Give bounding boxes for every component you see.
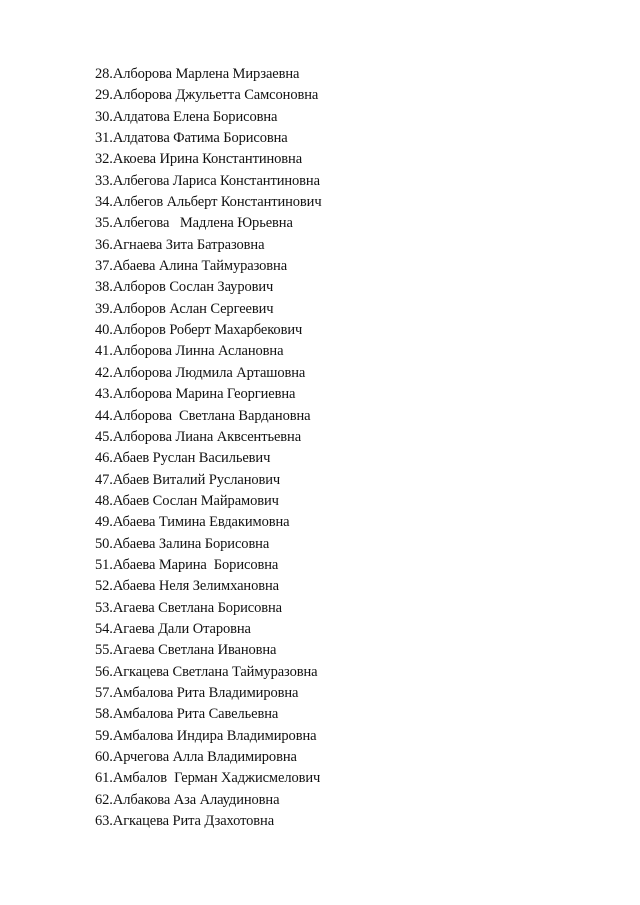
list-item: 31.Алдатова Фатима Борисовна bbox=[95, 130, 288, 147]
list-item: 43.Алборова Марина Георгиевна bbox=[95, 386, 296, 403]
list-item: 34.Албегов Альберт Константинович bbox=[95, 194, 322, 211]
list-item: 55.Агаева Светлана Ивановна bbox=[95, 642, 277, 659]
list-item: 48.Абаев Сослан Майрамович bbox=[95, 492, 279, 509]
list-item: 61.Амбалов Герман Хаджисмелович bbox=[95, 770, 321, 787]
list-item: 63.Агкацева Рита Дзахотовна bbox=[95, 813, 275, 830]
list-item: 38.Алборов Сослан Заурович bbox=[95, 279, 274, 296]
list-item: 58.Амбалова Рита Савельевна bbox=[95, 706, 279, 723]
list-item: 32.Акоева Ирина Константиновна bbox=[95, 151, 303, 168]
list-item: 60.Арчегова Алла Владимировна bbox=[95, 749, 297, 765]
list-item: 42.Алборова Людмила Арташовна bbox=[95, 364, 306, 381]
name-list bbox=[95, 64, 322, 832]
list-item: 54.Агаева Дали Отаровна bbox=[95, 620, 251, 637]
list-item: 33.Албегова Лариса Константиновна bbox=[95, 172, 320, 189]
list-item: 41.Алборова Линна Аслановна bbox=[95, 343, 284, 360]
list-item: 35.Албегова Мадлена Юрьевна bbox=[95, 215, 293, 232]
list-item: 57.Амбалова Рита Владимировна bbox=[95, 684, 299, 701]
list-item: 52.Абаева Неля Зелимхановна bbox=[95, 578, 279, 595]
list-item: 39.Алборов Аслан Сергеевич bbox=[95, 300, 274, 317]
list-item: 36.Агнаева Зита Батразовна bbox=[95, 236, 265, 253]
list-item: 53.Агаева Светлана Борисовна bbox=[95, 599, 282, 616]
list-item: 51.Абаева Марина Борисовна bbox=[95, 556, 279, 573]
list-item: 50.Абаева Залина Борисовна bbox=[95, 535, 270, 552]
list-item: 29.Алборова Джульетта Самсоновна bbox=[95, 87, 319, 104]
list-item: 46.Абаев Руслан Васильевич bbox=[95, 450, 271, 467]
list-item: 62.Албакова Аза Алаудиновна bbox=[95, 791, 280, 808]
list-item: 28.Алборова Марлена Мирзаевна bbox=[95, 66, 300, 82]
list-item: 44.Алборова Светлана Вардановна bbox=[95, 407, 311, 424]
list-item: 30.Алдатова Елена Борисовна bbox=[95, 108, 278, 125]
list-item: 37.Абаева Алина Таймуразовна bbox=[95, 258, 288, 275]
list-item: 59.Амбалова Индира Владимировна bbox=[95, 727, 317, 744]
list-item: 47.Абаев Виталий Русланович bbox=[95, 471, 281, 488]
list-item: 40.Алборов Роберт Махарбекович bbox=[95, 322, 303, 339]
list-item: 49.Абаева Тимина Евдакимовна bbox=[95, 514, 290, 531]
list-item: 56.Агкацева Светлана Таймуразовна bbox=[95, 663, 318, 680]
list-item: 45.Алборова Лиана Аквсентьевна bbox=[95, 428, 302, 445]
